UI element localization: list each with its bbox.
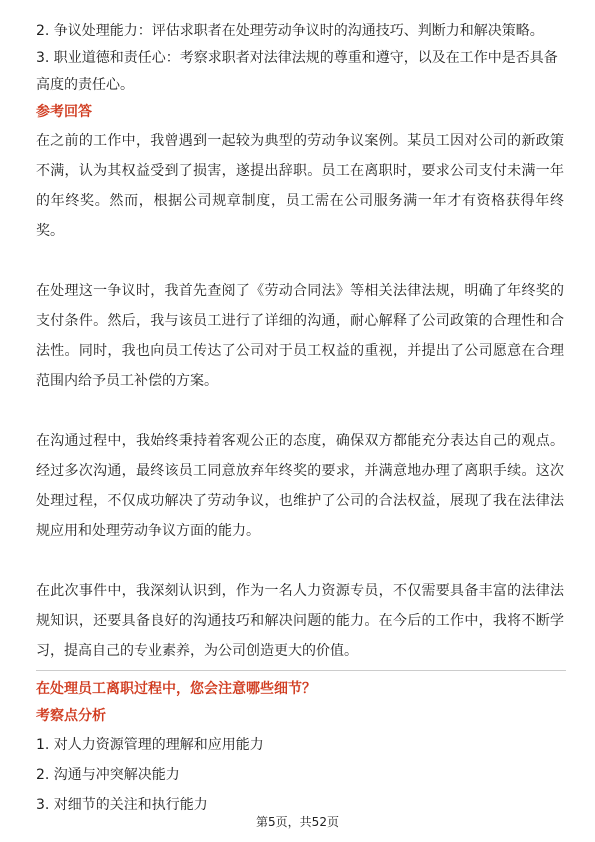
- reference-answer-heading: 参考回答: [36, 104, 92, 120]
- list-item: 2. 沟通与冲突解决能力: [36, 767, 180, 783]
- paragraph: 在处理这一争议时，我首先查阅了《劳动合同法》等相关法律法规，明确了年终奖的支付条件。然后，我与该员工进行了详细的沟通，耐心解释了公司政策的合理性和合法性。同时，我也向员工传达了公司对于员工权益的重视，并提出了公司愿意在合理范围内给予员工补偿的方案。: [36, 283, 564, 389]
- paragraph: 在沟通过程中，我始终秉持着客观公正的态度，确保双方都能充分表达自己的观点。经过多次沟通，最终该员工同意放弃年终奖的要求，并满意地办理了离职手续。这次处理过程，不仅成功解决了劳动争议，也维护了公司的合法权益，展现了我在法律法规应用和处理劳动争议方面的能力。: [36, 433, 564, 539]
- page-number-footer: 第5页，共52页: [256, 815, 339, 829]
- main-content: [36, 18, 564, 666]
- paragraph: 在之前的工作中，我曾遇到一起较为典型的劳动争议案例。某员工因对公司的新政策不满，认为其权益受到了损害，遂提出辞职。员工在离职时，要求公司支付未满一年的年终奖。然而，根据公司规章制度，员工需在公司服务满一年才有资格获得年终奖。: [36, 133, 564, 239]
- analysis-heading: 考察点分析: [36, 708, 106, 724]
- section-divider: [36, 670, 566, 671]
- question-section: [36, 676, 564, 820]
- paragraph: 在此次事件中，我深刻认识到，作为一名人力资源专员，不仅需要具备丰富的法律法规知识，还要具备良好的沟通技巧和解决问题的能力。在今后的工作中，我将不断学习，提高自己的专业素养，为公司创造更大的价值。: [36, 583, 564, 659]
- list-item: 3. 职业道德和责任心：考察求职者对法律法规的尊重和遵守，以及在工作中是否具备高度的责任心。: [36, 50, 558, 93]
- analysis-list: [36, 730, 564, 820]
- list-item: 2. 争议处理能力：评估求职者在处理劳动争议时的沟通技巧、判断力和解决策略。: [36, 23, 544, 39]
- question-title: 在处理员工离职过程中，您会注意哪些细节？: [36, 681, 316, 697]
- list-item: 3. 对细节的关注和执行能力: [36, 797, 208, 813]
- list-item: 1. 对人力资源管理的理解和应用能力: [36, 737, 264, 753]
